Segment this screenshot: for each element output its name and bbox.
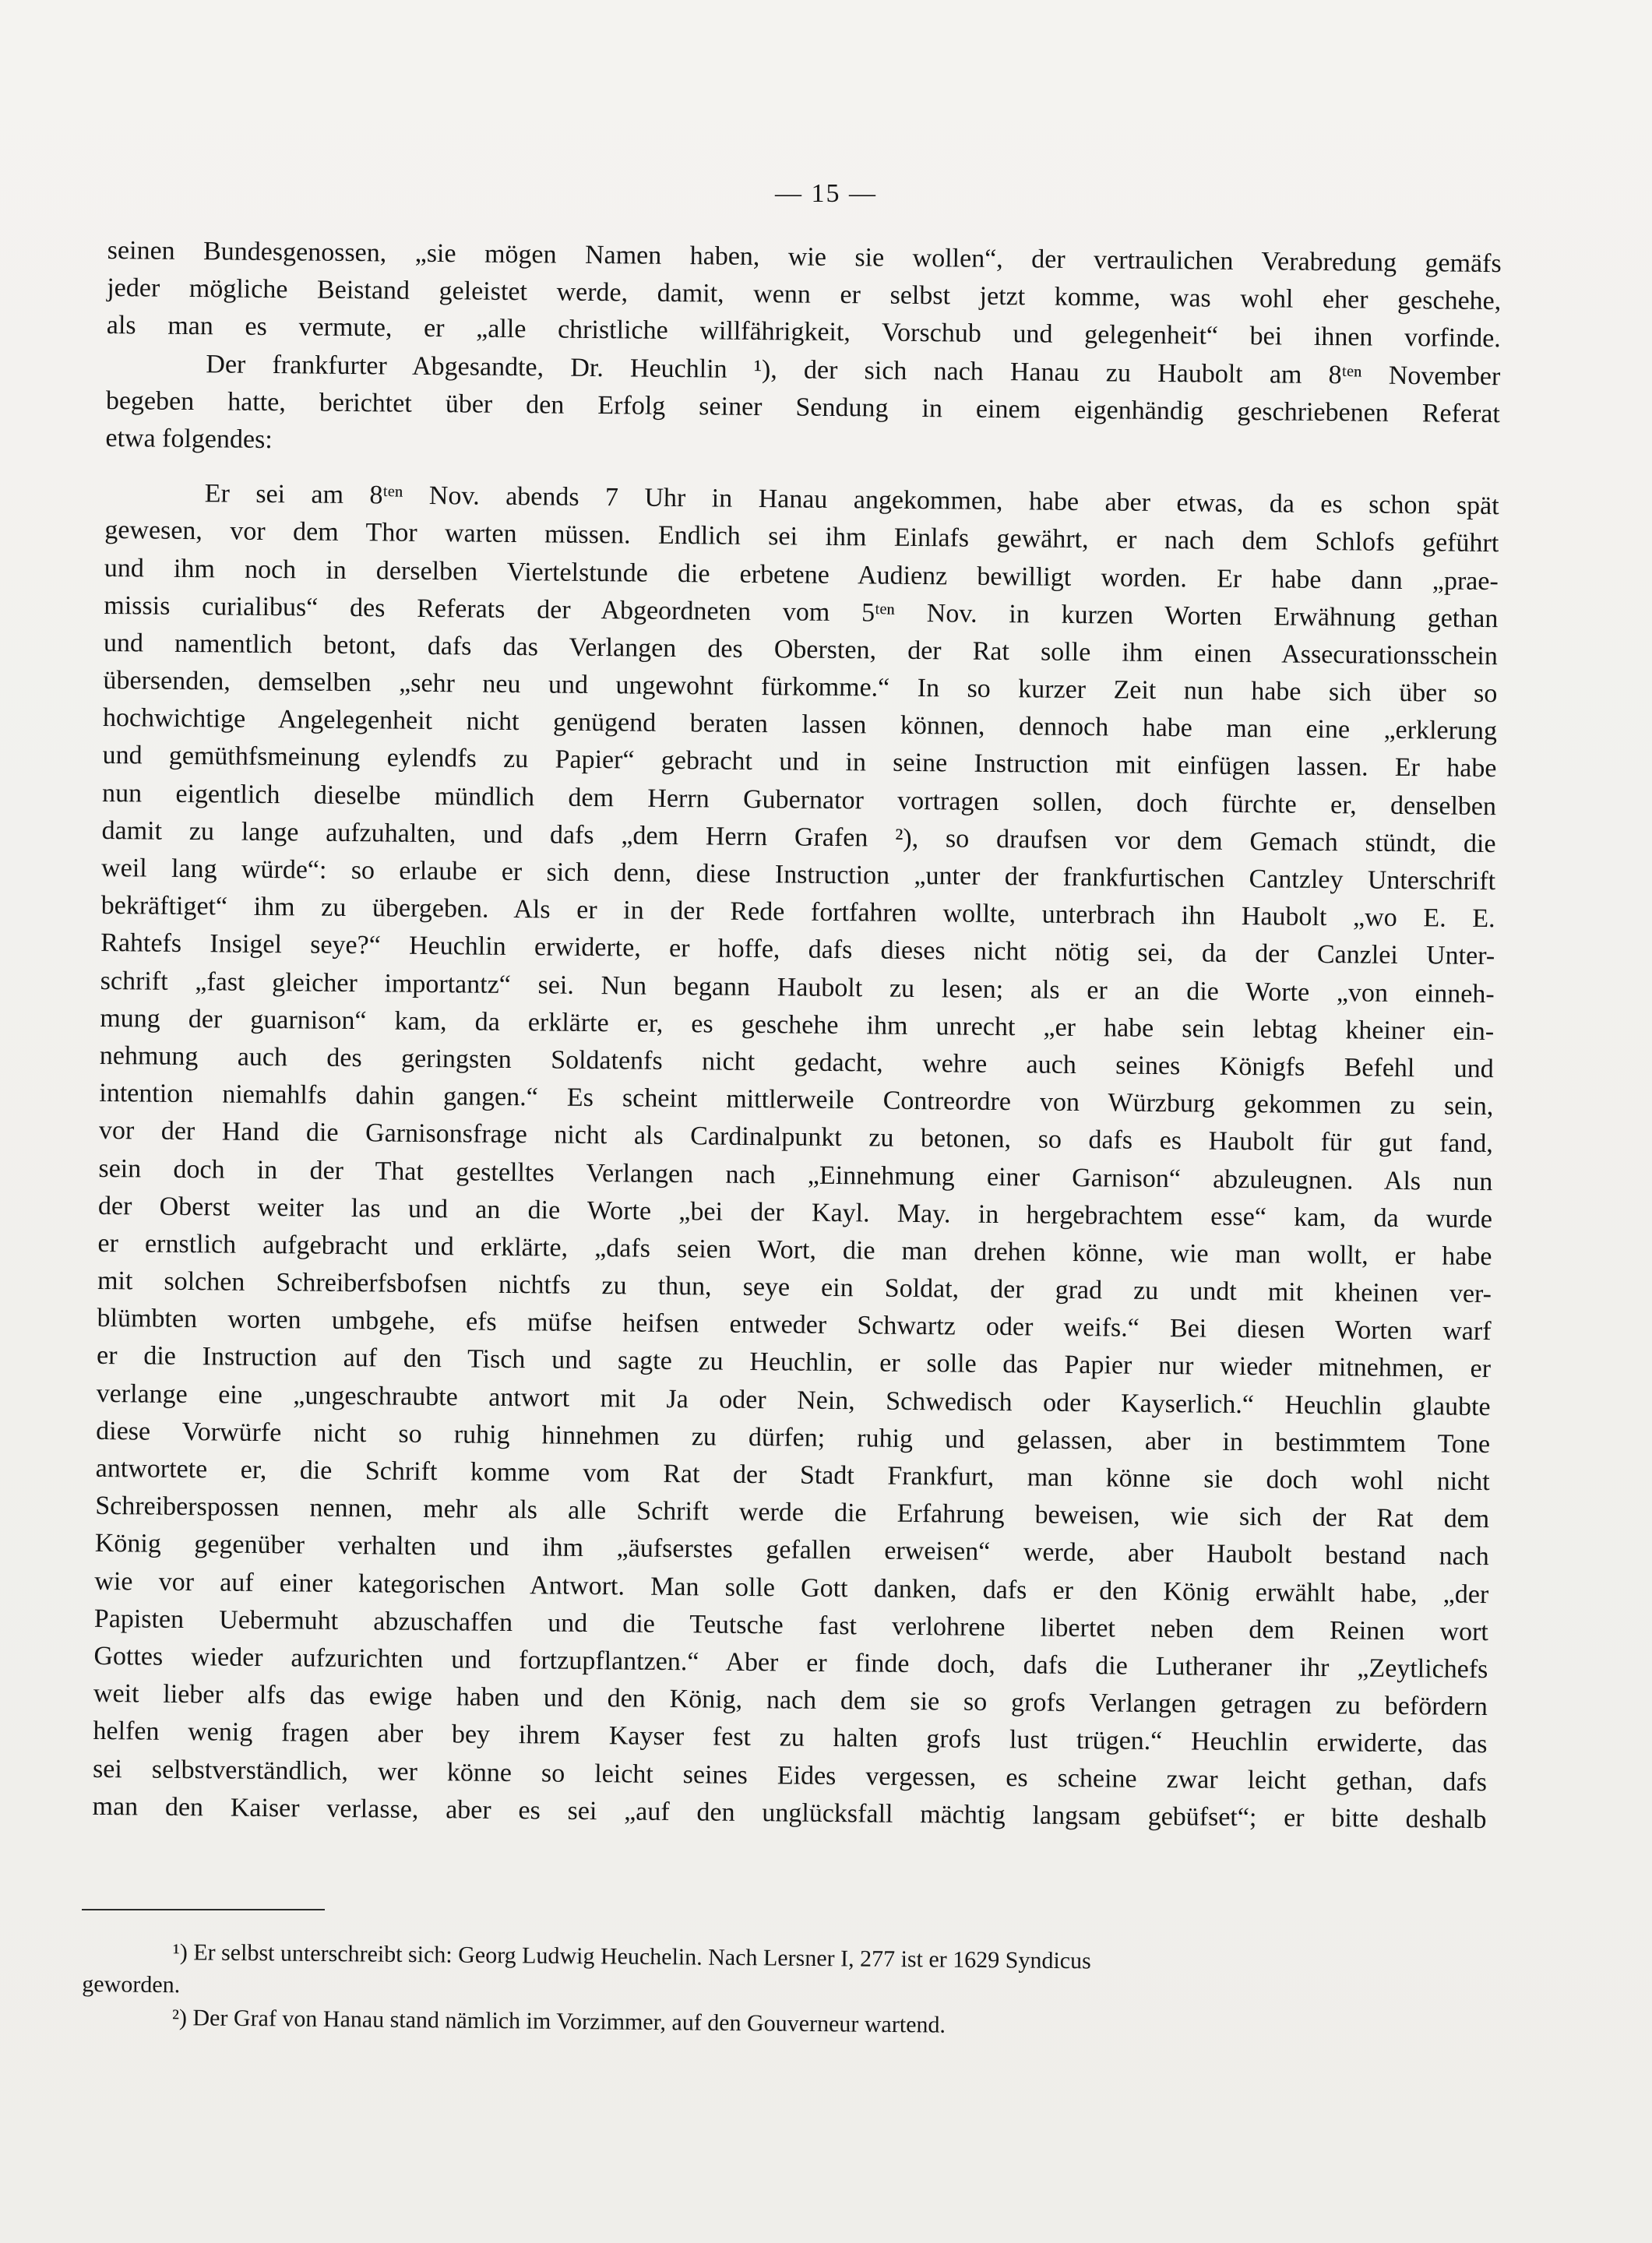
text-line: er ernstlich aufgebracht und erklärte, „dafs seien Wort, die man drehen könne, wie man wollt, er habe (97, 1228, 1492, 1271)
text-line: blümbten worten umbgehe, efs müfse heifsen entweder Schwartz oder weifs.“ Bei diesen Worten warf (97, 1304, 1492, 1347)
text-line: hochwichtige Angelegenheit nicht genügend beraten lassen können, dennoch habe man eine „erklerung (102, 703, 1498, 746)
text-line: nun eigentlich dieselbe mündlich dem Herrn Gubernator vortragen sollen, doch fürchte er, denselben (101, 778, 1497, 821)
text-line: man den Kaiser verlasse, aber es sei „auf den unglücksfall mächtig langsam gebüfset“; er bitte deshalb (92, 1791, 1487, 1834)
text-line: Gottes wieder aufzurichten und fortzupflantzen.“ Aber er finde doch, dafs die Lutheraner ihr „Zeytlichefs (93, 1641, 1488, 1685)
text-line: sei selbstverständlich, wer könne so leicht seines Eides vergessen, es scheine zwar leicht gethan, dafs (92, 1754, 1488, 1797)
text-line: Er sei am 8ᵗᵉⁿ Nov. abends 7 Uhr in Hanau angekommen, habe aber etwas, da es schon spät (204, 479, 1499, 521)
footnote-line: ¹) Er selbst unterschreibt sich: Georg Ludwig Heuchelin. Nach Lersner I, 277 ist er 1629 Syndicus (172, 1939, 1091, 1974)
text-line: Schreiberspossen nennen, mehr als alle Schrift werde die Erfahrung beweisen, wie sich der Rat dem (95, 1491, 1490, 1534)
text-line: und gemüthfsmeinung eylendfs zu Papier“ gebracht und in seine Instruction mit einfügen lassen. Er habe (102, 741, 1497, 783)
text-line: intention niemahlfs dahin gangen.“ Es scheint mittlerweile Contreordre von Würzburg gekommen zu sein, (99, 1079, 1494, 1122)
text-line: diese Vorwürfe nicht so ruhig hinnehmen zu dürfen; ruhig und gelassen, aber in bestimmtem Tone (96, 1416, 1491, 1459)
text-line: damit zu lange aufzuhalten, und dafs „dem Herrn Grafen ²), so draufsen vor dem Gemach stündt, die (101, 815, 1496, 858)
text-line: jeder mögliche Beistand geleistet werde, damit, wenn er selbst jetzt komme, was wohl eher geschehe, (107, 273, 1502, 316)
text-line: als man es vermute, er „alle christliche willfährigkeit, Vorschub und gelegenheit“ bei ihnen vorfinde. (106, 311, 1501, 354)
text-line: König gegenüber verhalten und ihm „äufserstes gefallen erweisen“ werde, aber Haubolt bestand nach (94, 1529, 1489, 1572)
footnote-divider (82, 1909, 325, 1910)
text-line: Der frankfurter Abgesandte, Dr. Heuchlin ¹), der sich nach Hanau zu Haubolt am 8ᵗᵉⁿ November (206, 349, 1501, 391)
text-line: seinen Bundesgenossen, „sie mögen Namen haben, wie sie wollen“, der vertraulichen Verabredung gemäfs (107, 235, 1502, 279)
text-line: mit solchen Schreiberfsbofsen nichtfs zu thun, seye ein Soldat, der grad zu undt mit kheinen ver- (97, 1266, 1492, 1309)
text-line: übersenden, demselben „sehr neu und ungewohnt fürkomme.“ In so kurzer Zeit nun habe sich über so (103, 666, 1498, 709)
text-line: gewesen, vor dem Thor warten müssen. Endlich sei ihm Einlafs gewährt, er nach dem Schlofs geführt (104, 516, 1499, 558)
footnote-line: ²) Der Graf von Hanau stand nämlich im Vorzimmer, auf den Gouverneur wartend. (171, 2005, 946, 2038)
text-line: weit lieber alfs das ewige haben und den König, nach dem sie so grofs Verlangen getragen zu befördern (93, 1679, 1488, 1722)
footnotes (82, 1935, 1500, 2047)
text-line: weil lang würde“: so erlaube er sich denn, diese Instruction „unter der frankfurtischen Cantzley Unterschrift (100, 853, 1496, 896)
text-line: und ihm noch in derselben Viertelstunde die erbetene Audienz bewilligt worden. Er habe dann „prae- (104, 553, 1499, 596)
page-number: — 15 — (775, 179, 877, 208)
text-line: sein doch in der That gestelltes Verlangen nach „Einnehmung einer Garnison“ abzuleugnen. Als nun (98, 1153, 1493, 1196)
text-line: verlange eine „ungeschraubte antwort mit Ja oder Nein, Schwedisch oder Kayserlich.“ Heuchlin glaubte (96, 1379, 1491, 1421)
text-line: wie vor auf einer kategorischen Antwort. Man solle Gott danken, dafs er den König erwählt habe, „der (94, 1566, 1489, 1609)
text-line: schrift „fast gleicher importantz“ sei. Nun begann Haubolt zu lesen; als er an die Worte „von einneh- (100, 966, 1495, 1009)
text-line: antwortete er, die Schrift komme vom Rat der Stadt Frankfurt, man könne sie doch wohl nicht (95, 1453, 1490, 1497)
text-line: vor der Hand die Garnisonsfrage nicht als Cardinalpunkt zu betonen, so dafs es Haubolt für gut fand, (98, 1116, 1494, 1159)
text-line: etwa folgendes: (105, 423, 273, 454)
text-line: der Oberst weiter las und an die Worte „bei der Kayl. May. in hergebrachtem esse“ kam, da wurde (97, 1191, 1493, 1234)
text-line: nehmung auch des geringsten Soldatenfs nicht gedacht, wehre auch seines Königfs Befehl und (99, 1041, 1494, 1084)
text-line: helfen wenig fragen aber bey ihrem Kayser fest zu halten grofs lust trügen.“ Heuchlin erwiderte, das (93, 1717, 1488, 1759)
text-line: begeben hatte, berichtet über den Erfolg seiner Sendung in einem eigenhändig geschriebenen Referat (105, 386, 1501, 428)
text-line: bekräftiget“ ihm zu übergeben. Als er in der Rede fortfahren wollte, unterbrach ihn Haubolt „wo E. E. (100, 891, 1495, 934)
text-line: Papisten Uebermuht abzuschaffen und die Teutsche fast verlohrene libertet neben dem Reinen wort (93, 1604, 1489, 1646)
text-line: und namentlich betont, dafs das Verlangen des Obersten, der Rat solle ihm einen Assecurationsschein (103, 628, 1499, 671)
text-line: mung der guarnison“ kam, da erklärte er, es geschehe ihm unrecht „er habe sein lebtag kheiner ein- (100, 1003, 1495, 1046)
body-text (92, 232, 1502, 1839)
text-line: er die Instruction auf den Tisch und sagte zu Heuchlin, er solle das Papier nur wieder mitnehmen, er (96, 1341, 1492, 1384)
text-line: missis curialibus“ des Referats der Abgeordneten vom 5ᵗᵉⁿ Nov. in kurzen Worten Erwähnung gethan (104, 590, 1499, 633)
footnote-line: geworden. (82, 1970, 181, 1998)
text-line: Rahtefs Insigel seye?“ Heuchlin erwiderte, er hoffe, dafs dieses nicht nötig sei, da der Canzlei Unter- (100, 928, 1495, 971)
